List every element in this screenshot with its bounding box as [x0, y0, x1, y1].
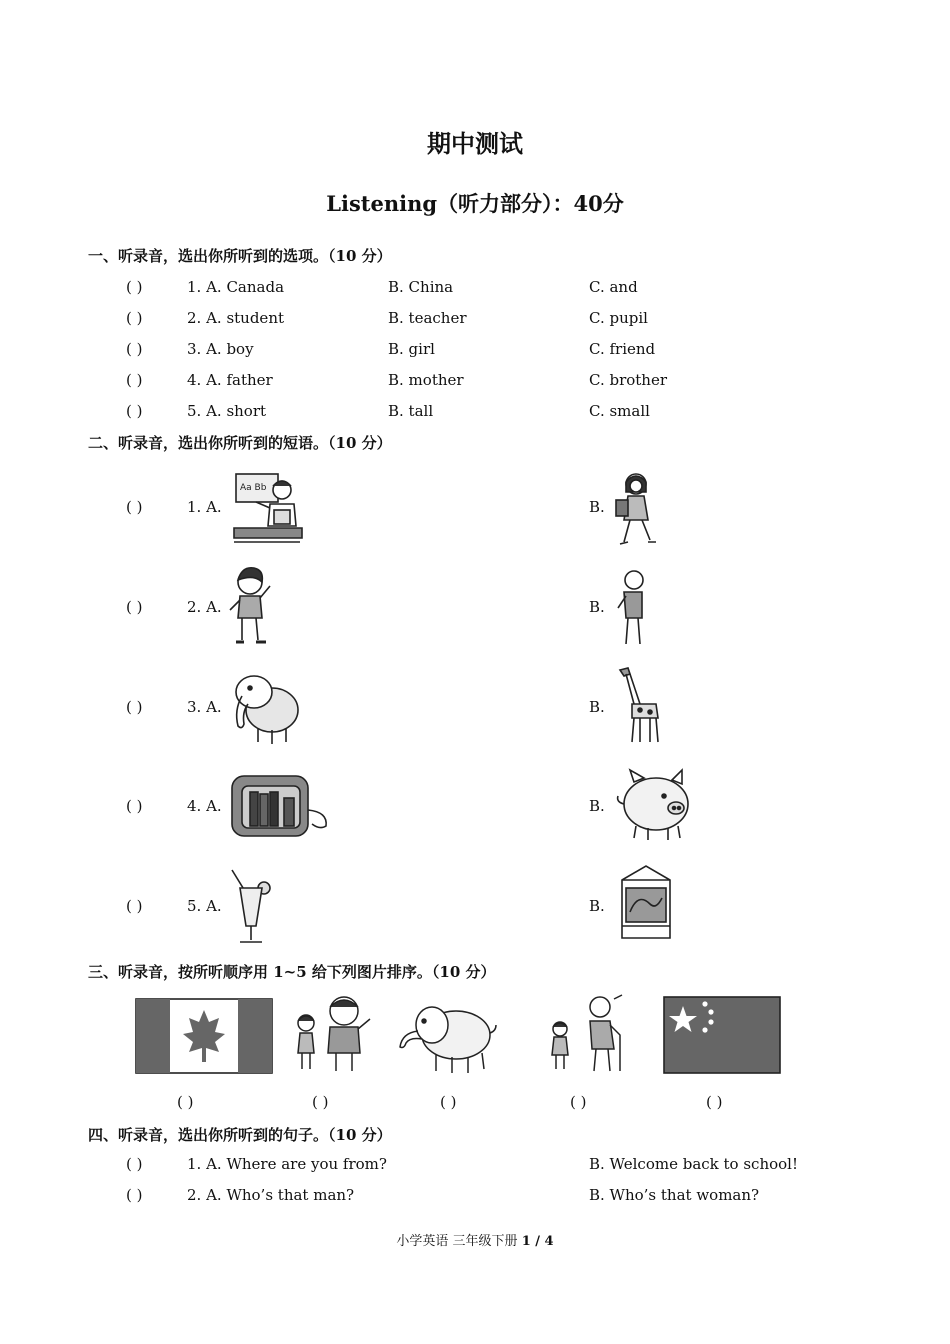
answer-blank[interactable]: ( )	[126, 340, 143, 358]
option-b: B.	[589, 598, 605, 616]
girl-and-grandfather-picture	[548, 993, 634, 1073]
answer-blank[interactable]: ( )	[126, 698, 143, 716]
canada-flag-picture	[135, 998, 273, 1074]
option-b: B. Who’s that woman?	[589, 1186, 760, 1204]
answer-blank[interactable]: ( )	[126, 897, 143, 915]
giraffe-illustration	[612, 664, 666, 746]
option-b: B.	[589, 897, 605, 915]
answer-blank[interactable]: ( )	[440, 1093, 457, 1111]
option-a: 4. A. father	[187, 371, 273, 389]
section-3-heading: 三、听录音，按所听顺序用 1~5 给下列图片排序。（10 分）	[88, 963, 496, 981]
juice-glass-illustration	[228, 866, 276, 948]
answer-blank[interactable]: ( )	[126, 797, 143, 815]
answer-blank[interactable]: ( )	[177, 1093, 194, 1111]
boy-illustration	[228, 566, 274, 648]
option-b: B. Welcome back to school!	[589, 1155, 799, 1173]
option-a: 1. A. Where are you from?	[187, 1155, 387, 1173]
option-b: B. China	[388, 278, 454, 296]
answer-blank[interactable]: ( )	[706, 1093, 723, 1111]
section-2-heading: 二、听录音，选出你所听到的短语。（10 分）	[88, 434, 392, 452]
answer-blank[interactable]: ( )	[570, 1093, 587, 1111]
milk-carton-illustration	[616, 862, 676, 942]
option-a: 2. A. student	[187, 309, 285, 327]
pig-illustration	[612, 766, 698, 844]
option-a: 1. A.	[187, 498, 222, 516]
footer-text: 小学英语 三年级下册	[396, 1234, 522, 1249]
answer-blank[interactable]: ( )	[126, 402, 143, 420]
page-number: 1 / 4	[521, 1234, 554, 1249]
option-a: 5. A. short	[187, 402, 267, 420]
answer-blank[interactable]: ( )	[312, 1093, 329, 1111]
option-b: B. teacher	[388, 309, 467, 327]
option-a: 2. A. Who’s that man?	[187, 1186, 355, 1204]
option-b: B. tall	[388, 402, 434, 420]
option-c: C. brother	[589, 371, 668, 389]
schoolbag-with-books-illustration	[228, 770, 332, 840]
answer-blank[interactable]: ( )	[126, 309, 143, 327]
option-c: C. and	[589, 278, 638, 296]
china-flag-picture	[663, 996, 781, 1074]
option-a: 4. A.	[187, 797, 222, 815]
option-a: 3. A.	[187, 698, 222, 716]
option-b: B.	[589, 698, 605, 716]
page-title: 期中测试	[427, 129, 523, 158]
girl-and-man-picture	[290, 993, 376, 1073]
elephant-illustration	[228, 666, 308, 748]
option-b: B.	[589, 797, 605, 815]
option-a: 1. A. Canada	[187, 278, 285, 296]
option-b: B. mother	[388, 371, 464, 389]
section-1-heading: 一、听录音，选出你所听到的选项。（10 分）	[88, 247, 392, 265]
option-c: C. pupil	[589, 309, 648, 327]
option-a: 3. A. boy	[187, 340, 254, 358]
teacher-illustration	[230, 468, 306, 546]
page-subtitle: Listening（听力部分）：40分	[326, 191, 624, 216]
girl-with-backpack-illustration	[612, 470, 662, 550]
answer-blank[interactable]: ( )	[126, 371, 143, 389]
answer-blank[interactable]: ( )	[126, 1155, 143, 1173]
answer-blank[interactable]: ( )	[126, 1186, 143, 1204]
answer-blank[interactable]: ( )	[126, 598, 143, 616]
option-c: C. friend	[589, 340, 656, 358]
option-b: B. girl	[388, 340, 435, 358]
option-a: 5. A.	[187, 897, 222, 915]
svg-text:Aa Bb: Aa Bb	[240, 483, 267, 493]
option-b: B.	[589, 498, 605, 516]
answer-blank[interactable]: ( )	[126, 498, 143, 516]
answer-blank[interactable]: ( )	[126, 278, 143, 296]
section-4-heading: 四、听录音，选出你所听到的句子。（10 分）	[88, 1126, 392, 1144]
old-man-illustration	[612, 568, 652, 648]
option-c: C. small	[589, 402, 650, 420]
elephant-picture	[396, 997, 500, 1075]
page-footer	[0, 1230, 950, 1249]
option-a: 2. A.	[187, 598, 222, 616]
